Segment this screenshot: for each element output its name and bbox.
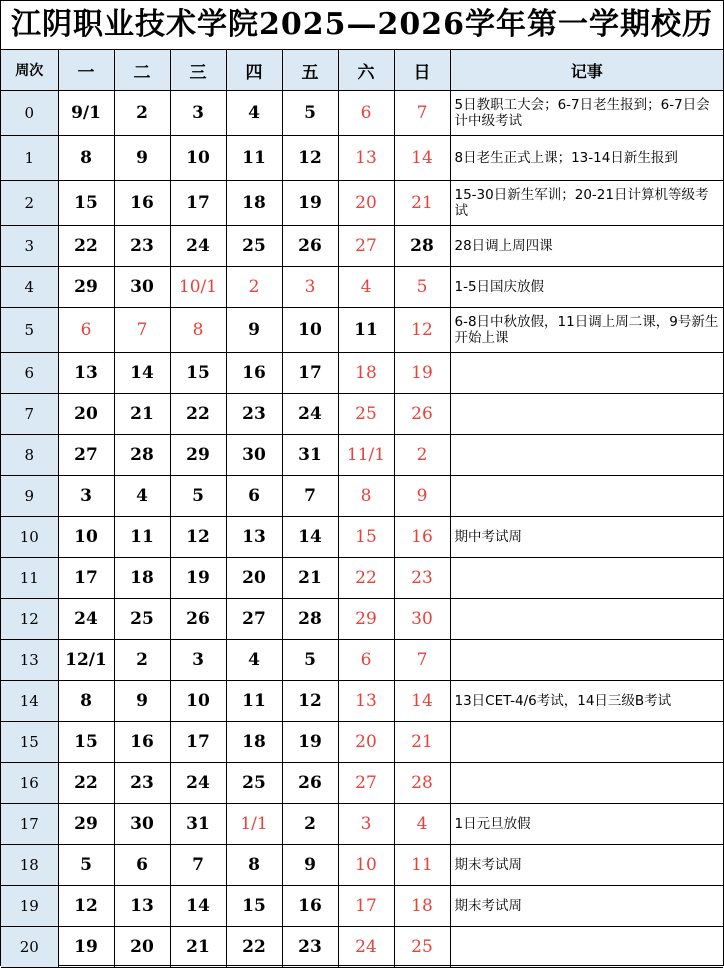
day-cell: 8 [170, 308, 226, 353]
day-cell: 13 [114, 886, 170, 927]
week-notes: 28日调上周四课 [450, 226, 723, 267]
day-cell: 1/1 [226, 804, 282, 845]
day-cell: 10 [338, 845, 394, 886]
header-thu: 四 [226, 50, 282, 91]
day-cell: 25 [114, 599, 170, 640]
day-cell: 29 [170, 435, 226, 476]
week-number: 10 [1, 517, 58, 558]
day-cell: 28 [394, 763, 450, 804]
day-cell: 5 [170, 476, 226, 517]
day-cell: 10 [58, 517, 114, 558]
week-notes: 15-30日新生军训；20-21日计算机等级考试 [450, 181, 723, 226]
day-cell: 16 [282, 886, 338, 927]
day-cell: 30 [226, 435, 282, 476]
week-number: 19 [1, 886, 58, 927]
day-cell: 27 [226, 599, 282, 640]
day-cell: 13 [338, 136, 394, 181]
day-cell: 16 [394, 517, 450, 558]
week-row [1, 435, 723, 476]
day-cell: 21 [170, 927, 226, 968]
day-cell: 9 [394, 476, 450, 517]
day-cell: 27 [338, 226, 394, 267]
day-cell: 7 [394, 640, 450, 681]
day-cell: 26 [282, 226, 338, 267]
day-cell: 25 [338, 394, 394, 435]
week-row [1, 181, 723, 226]
header-tue: 二 [114, 50, 170, 91]
header-notes: 记事 [450, 50, 723, 91]
day-cell: 9 [226, 308, 282, 353]
day-cell: 22 [170, 394, 226, 435]
day-cell: 19 [170, 558, 226, 599]
day-cell: 5 [58, 845, 114, 886]
week-row [1, 353, 723, 394]
week-notes [450, 722, 723, 763]
day-cell: 19 [282, 181, 338, 226]
week-notes [450, 394, 723, 435]
day-cell: 11 [394, 845, 450, 886]
day-cell: 11 [338, 308, 394, 353]
calendar-header [1, 50, 723, 91]
day-cell: 12 [282, 681, 338, 722]
day-cell: 24 [58, 599, 114, 640]
day-cell: 25 [226, 226, 282, 267]
week-number: 2 [1, 181, 58, 226]
day-cell: 25 [394, 927, 450, 968]
week-row [1, 681, 723, 722]
week-notes: 1日元旦放假 [450, 804, 723, 845]
day-cell: 9 [114, 681, 170, 722]
day-cell: 15 [338, 517, 394, 558]
day-cell: 22 [338, 558, 394, 599]
day-cell: 7 [394, 91, 450, 136]
day-cell: 10 [170, 681, 226, 722]
header-week: 周次 [1, 50, 58, 91]
day-cell: 24 [170, 763, 226, 804]
day-cell: 14 [282, 517, 338, 558]
week-row [1, 886, 723, 927]
week-notes: 6-8日中秋放假，11日调上周二课，9号新生开始上课 [450, 308, 723, 353]
week-notes [450, 599, 723, 640]
day-cell: 20 [58, 394, 114, 435]
day-cell: 22 [58, 763, 114, 804]
day-cell: 18 [226, 722, 282, 763]
day-cell: 20 [338, 722, 394, 763]
day-cell: 4 [226, 640, 282, 681]
day-cell: 12 [58, 886, 114, 927]
day-cell: 24 [338, 927, 394, 968]
week-row [1, 517, 723, 558]
day-cell: 18 [338, 353, 394, 394]
day-cell: 13 [338, 681, 394, 722]
day-cell: 11/1 [338, 435, 394, 476]
calendar-body [1, 91, 723, 968]
week-number: 18 [1, 845, 58, 886]
day-cell: 8 [58, 681, 114, 722]
day-cell: 21 [282, 558, 338, 599]
day-cell: 3 [58, 476, 114, 517]
day-cell: 19 [282, 722, 338, 763]
day-cell: 2 [114, 640, 170, 681]
day-cell: 23 [282, 927, 338, 968]
day-cell: 30 [394, 599, 450, 640]
day-cell: 26 [394, 394, 450, 435]
week-notes [450, 476, 723, 517]
day-cell: 7 [114, 308, 170, 353]
day-cell: 31 [170, 804, 226, 845]
week-notes: 期末考试周 [450, 845, 723, 886]
week-row [1, 599, 723, 640]
day-cell: 4 [226, 91, 282, 136]
week-number: 12 [1, 599, 58, 640]
week-number: 20 [1, 927, 58, 968]
day-cell: 24 [282, 394, 338, 435]
week-row [1, 308, 723, 353]
day-cell: 24 [170, 226, 226, 267]
week-row [1, 91, 723, 136]
day-cell: 30 [114, 267, 170, 308]
day-cell: 15 [170, 353, 226, 394]
day-cell: 21 [114, 394, 170, 435]
day-cell: 23 [394, 558, 450, 599]
day-cell: 5 [282, 640, 338, 681]
day-cell: 2 [282, 804, 338, 845]
week-row [1, 640, 723, 681]
day-cell: 6 [338, 91, 394, 136]
day-cell: 23 [226, 394, 282, 435]
day-cell: 5 [282, 91, 338, 136]
day-cell: 20 [226, 558, 282, 599]
week-number: 1 [1, 136, 58, 181]
week-notes [450, 927, 723, 968]
header-mon: 一 [58, 50, 114, 91]
week-number: 15 [1, 722, 58, 763]
day-cell: 29 [338, 599, 394, 640]
day-cell: 12/1 [58, 640, 114, 681]
week-row [1, 267, 723, 308]
week-row [1, 558, 723, 599]
week-notes [450, 558, 723, 599]
day-cell: 17 [282, 353, 338, 394]
calendar-title: 江阴职业技术学院2025—2026学年第一学期校历 [1, 1, 723, 50]
week-number: 13 [1, 640, 58, 681]
day-cell: 11 [114, 517, 170, 558]
day-cell: 27 [58, 435, 114, 476]
day-cell: 23 [114, 763, 170, 804]
day-cell: 2 [114, 91, 170, 136]
week-row [1, 763, 723, 804]
week-notes: 期末考试周 [450, 886, 723, 927]
day-cell: 28 [114, 435, 170, 476]
day-cell: 3 [282, 267, 338, 308]
week-row [1, 226, 723, 267]
day-cell: 28 [282, 599, 338, 640]
day-cell: 3 [338, 804, 394, 845]
week-row [1, 394, 723, 435]
day-cell: 6 [226, 476, 282, 517]
day-cell: 7 [170, 845, 226, 886]
day-cell: 11 [226, 681, 282, 722]
day-cell: 12 [282, 136, 338, 181]
week-row [1, 845, 723, 886]
day-cell: 12 [170, 517, 226, 558]
week-number: 7 [1, 394, 58, 435]
day-cell: 29 [58, 804, 114, 845]
week-number: 5 [1, 308, 58, 353]
day-cell: 11 [226, 136, 282, 181]
day-cell: 27 [338, 763, 394, 804]
week-notes: 期中考试周 [450, 517, 723, 558]
week-row [1, 476, 723, 517]
day-cell: 6 [58, 308, 114, 353]
day-cell: 9/1 [58, 91, 114, 136]
day-cell: 14 [114, 353, 170, 394]
day-cell: 2 [394, 435, 450, 476]
day-cell: 30 [114, 804, 170, 845]
day-cell: 18 [226, 181, 282, 226]
day-cell: 14 [170, 886, 226, 927]
day-cell: 4 [338, 267, 394, 308]
day-cell: 23 [114, 226, 170, 267]
week-number: 17 [1, 804, 58, 845]
day-cell: 14 [394, 136, 450, 181]
week-number: 16 [1, 763, 58, 804]
day-cell: 16 [114, 181, 170, 226]
day-cell: 9 [114, 136, 170, 181]
day-cell: 6 [338, 640, 394, 681]
day-cell: 10 [282, 308, 338, 353]
week-notes [450, 353, 723, 394]
header-wed: 三 [170, 50, 226, 91]
week-number: 8 [1, 435, 58, 476]
day-cell: 17 [170, 181, 226, 226]
day-cell: 10/1 [170, 267, 226, 308]
day-cell: 25 [226, 763, 282, 804]
week-notes [450, 763, 723, 804]
day-cell: 31 [282, 435, 338, 476]
day-cell: 15 [226, 886, 282, 927]
calendar-table [1, 50, 723, 968]
week-row [1, 927, 723, 968]
day-cell: 16 [114, 722, 170, 763]
day-cell: 14 [394, 681, 450, 722]
day-cell: 28 [394, 226, 450, 267]
day-cell: 4 [114, 476, 170, 517]
week-number: 3 [1, 226, 58, 267]
week-number: 6 [1, 353, 58, 394]
day-cell: 15 [58, 181, 114, 226]
day-cell: 26 [282, 763, 338, 804]
day-cell: 8 [226, 845, 282, 886]
day-cell: 20 [114, 927, 170, 968]
week-number: 0 [1, 91, 58, 136]
day-cell: 21 [394, 181, 450, 226]
header-fri: 五 [282, 50, 338, 91]
day-cell: 13 [58, 353, 114, 394]
week-row [1, 804, 723, 845]
week-notes [450, 435, 723, 476]
week-number: 4 [1, 267, 58, 308]
day-cell: 5 [394, 267, 450, 308]
day-cell: 9 [282, 845, 338, 886]
day-cell: 3 [170, 91, 226, 136]
week-notes: 5日教职工大会；6-7日老生报到；6-7日会计中级考试 [450, 91, 723, 136]
day-cell: 17 [58, 558, 114, 599]
day-cell: 13 [226, 517, 282, 558]
day-cell: 18 [114, 558, 170, 599]
header-sun: 日 [394, 50, 450, 91]
week-notes: 13日CET-4/6考试，14日三级B考试 [450, 681, 723, 722]
day-cell: 6 [114, 845, 170, 886]
week-notes: 8日老生正式上课；13-14日新生报到 [450, 136, 723, 181]
day-cell: 17 [338, 886, 394, 927]
header-sat: 六 [338, 50, 394, 91]
day-cell: 22 [58, 226, 114, 267]
day-cell: 12 [394, 308, 450, 353]
day-cell: 15 [58, 722, 114, 763]
day-cell: 20 [338, 181, 394, 226]
day-cell: 10 [170, 136, 226, 181]
day-cell: 16 [226, 353, 282, 394]
header-row [1, 50, 723, 91]
day-cell: 8 [338, 476, 394, 517]
week-row [1, 722, 723, 763]
week-row [1, 136, 723, 181]
day-cell: 19 [394, 353, 450, 394]
day-cell: 7 [282, 476, 338, 517]
week-notes: 1-5日国庆放假 [450, 267, 723, 308]
day-cell: 22 [226, 927, 282, 968]
week-number: 14 [1, 681, 58, 722]
day-cell: 17 [170, 722, 226, 763]
week-notes [450, 640, 723, 681]
week-number: 11 [1, 558, 58, 599]
day-cell: 2 [226, 267, 282, 308]
day-cell: 26 [170, 599, 226, 640]
day-cell: 21 [394, 722, 450, 763]
week-number: 9 [1, 476, 58, 517]
day-cell: 8 [58, 136, 114, 181]
day-cell: 4 [394, 804, 450, 845]
day-cell: 19 [58, 927, 114, 968]
day-cell: 3 [170, 640, 226, 681]
day-cell: 29 [58, 267, 114, 308]
day-cell: 18 [394, 886, 450, 927]
